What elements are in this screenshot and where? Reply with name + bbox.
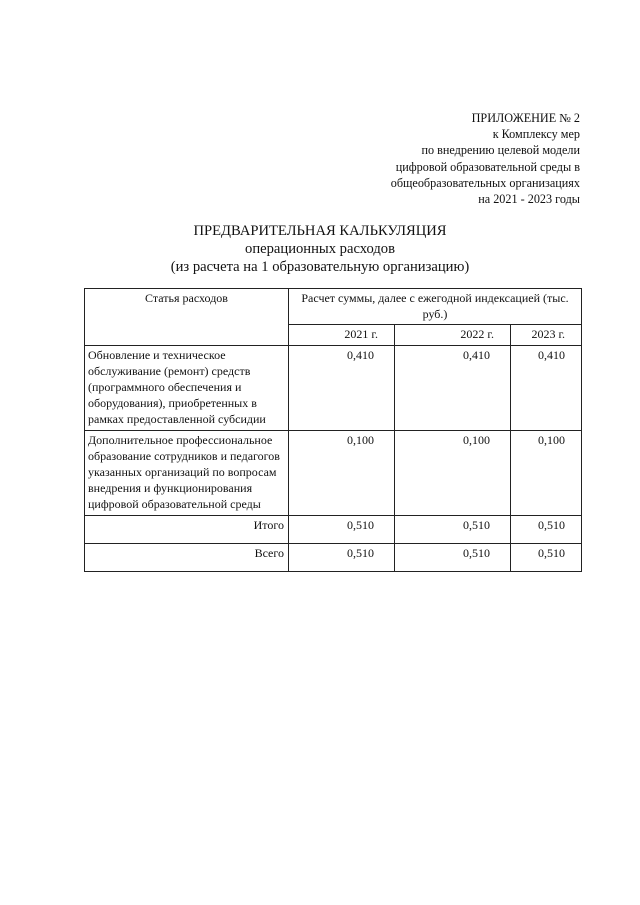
total-row — [85, 543, 582, 571]
header-year-2022: 2022 г. — [395, 325, 511, 345]
header-year-2023: 2023 г. — [511, 325, 582, 345]
cell-value-2021: 0,100 — [289, 430, 395, 515]
appendix-block — [391, 110, 580, 207]
appendix-line: к Комплексу мер — [492, 127, 580, 142]
appendix-line: цифровой образовательной среды в — [395, 159, 580, 174]
appendix-line: на 2021 - 2023 годы — [478, 192, 580, 207]
appendix-line: по внедрению целевой модели — [421, 143, 580, 158]
total-value-2022: 0,510 — [395, 543, 511, 571]
document-heading — [0, 222, 640, 276]
appendix-number: ПРИЛОЖЕНИЕ № 2 — [471, 111, 580, 125]
subtotal-label: Итого — [85, 515, 289, 543]
subtotal-value-2023: 0,510 — [511, 515, 582, 543]
cell-value-2022: 0,100 — [395, 430, 511, 515]
appendix-line: общеобразовательных организациях — [390, 175, 580, 190]
header-year-2021: 2021 г. — [289, 325, 395, 345]
total-value-2023: 0,510 — [511, 543, 582, 571]
table-header-row — [85, 289, 582, 325]
subtotal-value-2021: 0,510 — [289, 515, 395, 543]
row-label: Обновление и техническое обслуживание (ремонт) средств (программного обеспечения и оборудования), приобретенных в рамках предоставленной субсидии — [85, 345, 289, 430]
subtotal-row — [85, 515, 582, 543]
table-row — [85, 430, 582, 515]
cell-value-2023: 0,100 — [511, 430, 582, 515]
total-value-2021: 0,510 — [289, 543, 395, 571]
heading-subtitle: операционных расходов — [245, 241, 395, 257]
total-label: Всего — [85, 543, 289, 571]
row-label: Дополнительное профессиональное образование сотрудников и педагогов указанных организаций по вопросам внедрения и функционирования цифровой образовательной среды — [85, 430, 289, 515]
cell-value-2021: 0,410 — [289, 345, 395, 430]
header-article: Статья расходов — [85, 289, 289, 346]
header-calculation: Расчет суммы, далее с ежегодной индексацией (тыс. руб.) — [289, 289, 582, 325]
subtotal-value-2022: 0,510 — [395, 515, 511, 543]
table-row — [85, 345, 582, 430]
cell-value-2023: 0,410 — [511, 345, 582, 430]
cell-value-2022: 0,410 — [395, 345, 511, 430]
heading-note: (из расчета на 1 образовательную организацию) — [170, 259, 470, 275]
calculation-table — [84, 288, 582, 572]
heading-title: ПРЕДВАРИТЕЛЬНАЯ КАЛЬКУЛЯЦИЯ — [193, 223, 447, 239]
